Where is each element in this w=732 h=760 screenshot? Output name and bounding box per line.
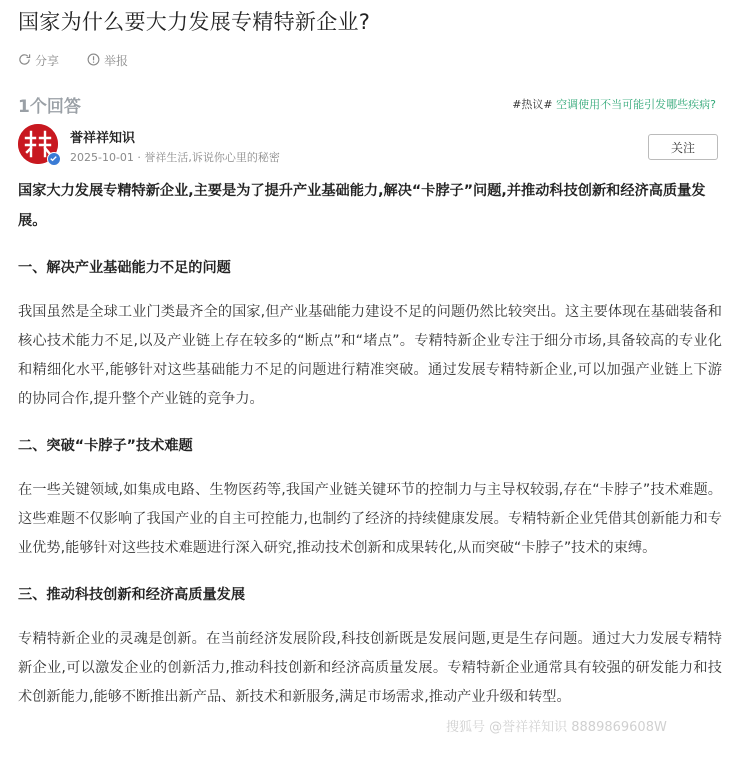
author-header	[18, 124, 718, 168]
section-paragraph: 我国虽然是全球工业门类最齐全的国家,但产业基础能力建设不足的问题仍然比较突出。这主要体现在基础装备和核心技术能力不足,以及产业链上存在较多的“断点”和“堵点”。专精特新企业专注于细分市场,具备较高的专业化和精细化水平,能够针对这些基础能力不足的问题进行精准突破。通过发展专精特新企业,可以加强产业链上下游的协同合作,提升整个产业链的竞争力。	[18, 304, 722, 407]
report-label: 举报	[104, 54, 129, 68]
hot-topic	[512, 96, 716, 112]
section-paragraph: 专精特新企业的灵魂是创新。在当前经济发展阶段,科技创新既是发展问题,更是生存问题。通过大力发展专精特新企业,可以激发企业的创新活力,推动科技创新和经济高质量发展。专精特新企业通常具有较强的研发能力和技术创新能力,能够不断推出新产品、新技术和新服务,满足市场需求,推动产业升级和转型。	[18, 631, 722, 705]
answer-lead: 国家大力发展专精特新企业,主要是为了提升产业基础能力,解决“卡脖子”问题,并推动科技创新和经济高质量发展。	[18, 183, 706, 229]
answer-content	[18, 176, 722, 712]
hot-topic-tag: #热议#	[512, 98, 553, 111]
report-button[interactable]	[87, 52, 128, 69]
answers-count: 1个回答	[18, 97, 81, 117]
section-heading: 一、解决产业基础能力不足的问题	[18, 260, 231, 276]
question-actions	[18, 52, 128, 69]
share-icon	[18, 53, 31, 69]
verified-badge-icon	[47, 152, 61, 166]
share-button[interactable]	[18, 52, 59, 69]
watermark: 搜狐号 @誉祥祥知识 8889869608W	[446, 720, 667, 735]
report-icon	[87, 53, 100, 69]
follow-button[interactable]: 关注	[648, 134, 718, 160]
hot-topic-link[interactable]: 空调使用不当可能引发哪些疾病?	[556, 98, 716, 111]
author-meta: 2025-10-01 · 誉祥生活,诉说你心里的秘密	[70, 151, 280, 164]
section-paragraph: 在一些关键领域,如集成电路、生物医药等,我国产业链关键环节的控制力与主导权较弱,存在“卡脖子”技术难题。这些难题不仅影响了我国产业的自主可控能力,也制约了经济的持续健康发展。专精特新企业凭借其创新能力和专业优势,能够针对这些技术难题进行深入研究,推动技术创新和成果转化,从而突破“卡脖子”技术的束缚。	[18, 482, 722, 556]
section-heading: 三、推动科技创新和经济高质量发展	[18, 587, 246, 603]
share-label: 分享	[35, 54, 60, 68]
question-title: 国家为什么要大力发展专精特新企业?	[18, 10, 371, 34]
author-name[interactable]: 誉祥祥知识	[70, 131, 136, 146]
section-heading: 二、突破“卡脖子”技术难题	[18, 438, 193, 454]
